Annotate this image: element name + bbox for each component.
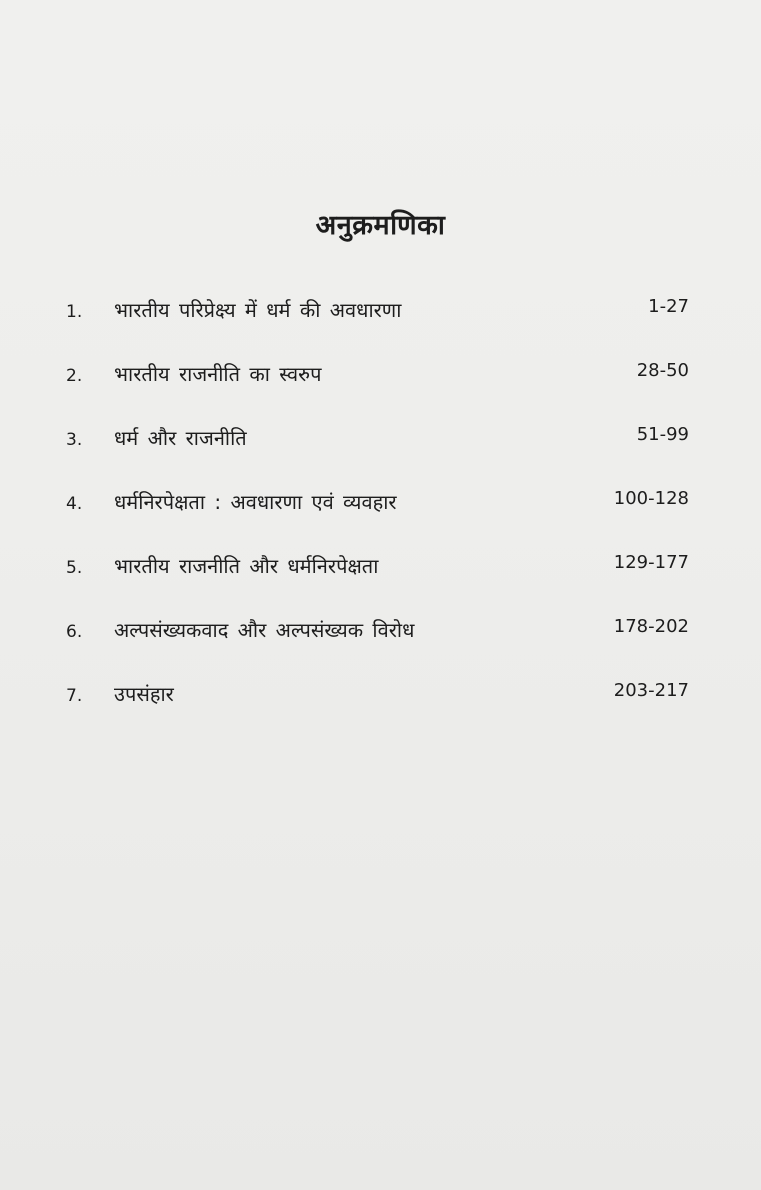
toc-entry-title: भारतीय परिप्रेक्ष्य में धर्म की अवधारणा (114, 298, 402, 322)
toc-entry-2 (66, 354, 689, 418)
toc-entry-6 (66, 610, 689, 674)
toc-entry-title: उपसंहार (114, 682, 174, 706)
toc-entry-pages: 129-177 (613, 552, 689, 573)
toc-entry-3 (66, 418, 689, 482)
toc-entry-number: 5. (66, 558, 83, 578)
toc-entry-7 (66, 674, 689, 738)
toc-entry-title: अल्पसंख्यकवाद और अल्पसंख्यक विरोध (114, 618, 415, 642)
toc-entry-pages: 28-50 (636, 360, 689, 381)
toc-entry-4 (66, 482, 689, 546)
table-of-contents (66, 290, 689, 738)
toc-entry-number: 3. (66, 430, 83, 450)
toc-entry-pages: 1-27 (648, 296, 689, 317)
toc-entry-number: 7. (66, 686, 83, 706)
toc-entry-number: 1. (66, 302, 83, 322)
toc-entry-title: धर्मनिरपेक्षता : अवधारणा एवं व्यवहार (114, 490, 397, 514)
toc-entry-number: 6. (66, 622, 83, 642)
toc-entry-title: भारतीय राजनीति का स्वरुप (114, 362, 322, 386)
toc-entry-title: धर्म और राजनीति (114, 426, 247, 450)
toc-entry-pages: 100-128 (613, 488, 689, 509)
toc-entry-5 (66, 546, 689, 610)
toc-entry-title: भारतीय राजनीति और धर्मनिरपेक्षता (114, 554, 379, 578)
toc-entry-pages: 203-217 (613, 680, 689, 701)
toc-entry-1 (66, 290, 689, 354)
toc-entry-number: 4. (66, 494, 83, 514)
toc-entry-pages: 178-202 (613, 616, 689, 637)
toc-entry-number: 2. (66, 366, 83, 386)
toc-entry-pages: 51-99 (636, 424, 689, 445)
page-title: अनुक्रमणिका (315, 210, 446, 241)
